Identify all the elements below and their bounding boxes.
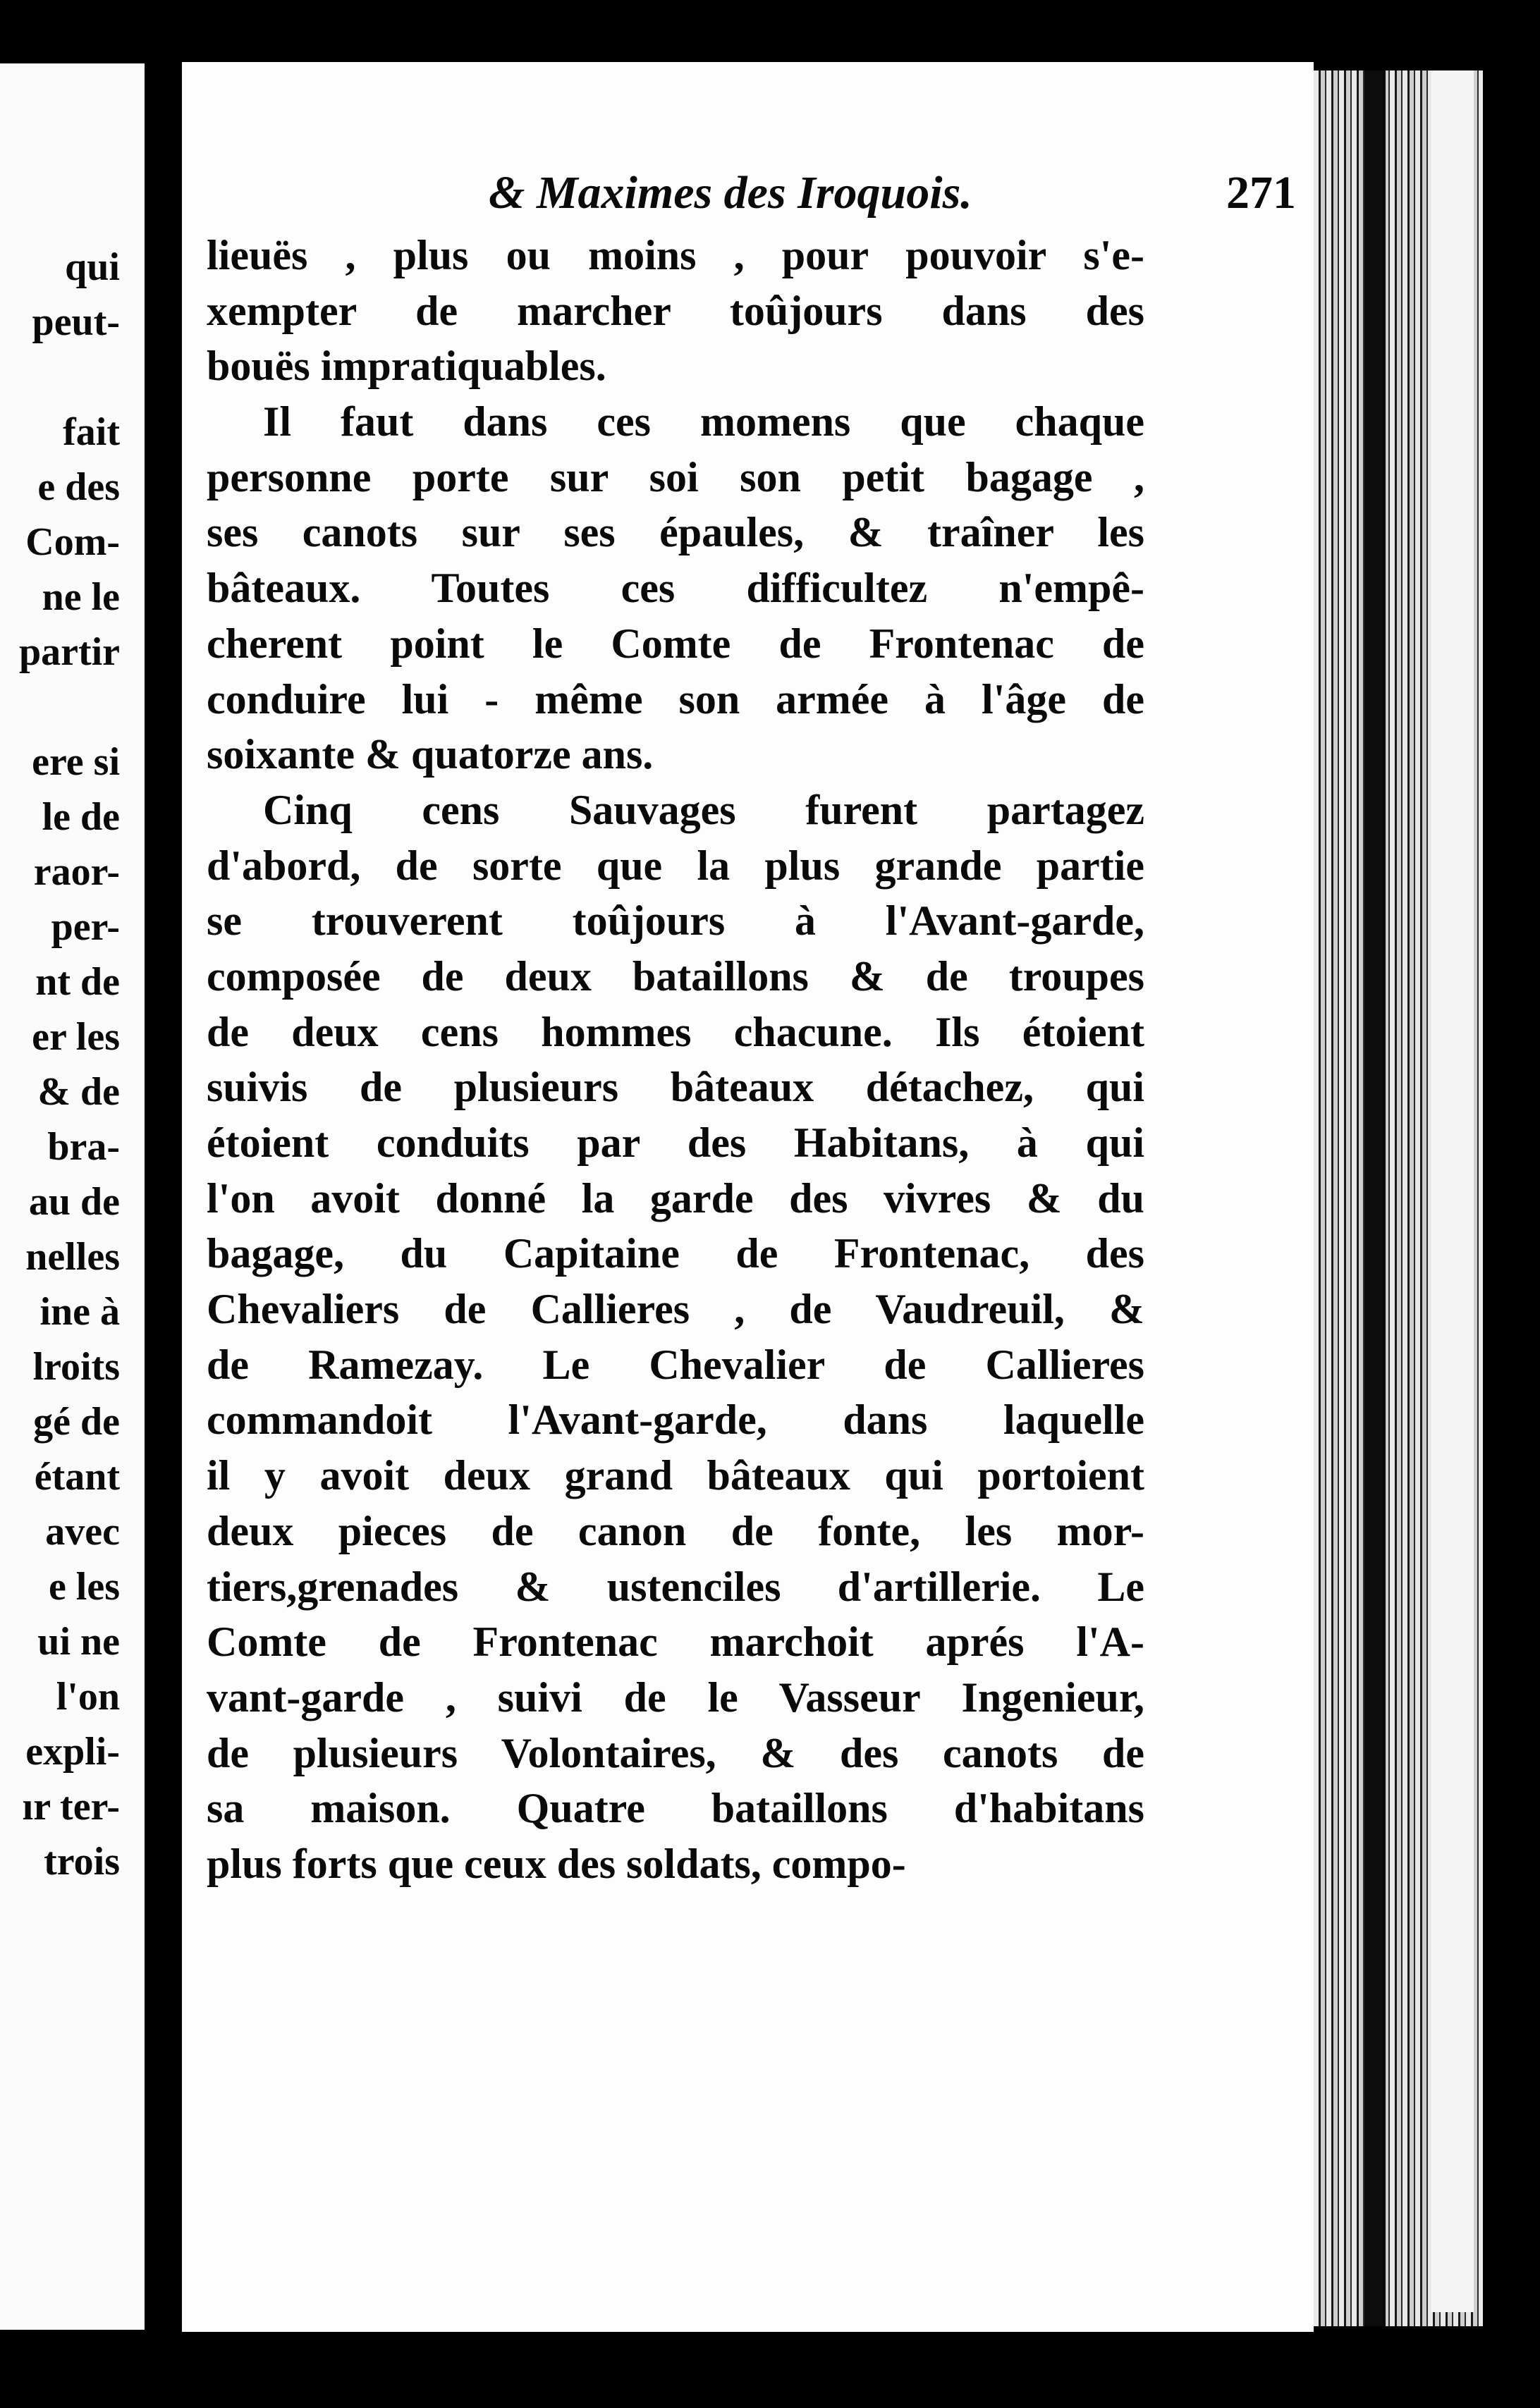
page-number: 271 (1226, 167, 1296, 219)
text-line: sa maison. Quatre bataillons d'habitans (207, 1785, 1144, 1832)
text-line: commandoit l'Avant-garde, dans laquelle (207, 1396, 1144, 1444)
text-line: Chevaliers de Callieres , de Vaudreuil, & (207, 1286, 1144, 1333)
left-page-line: ır ter- (22, 1785, 120, 1829)
left-page-line: avec (45, 1510, 120, 1554)
text-line: de plusieurs Volontaires, & des canots de (207, 1729, 1144, 1776)
text-line: conduire lui - même son armée à l'âge de (207, 675, 1144, 723)
left-page-line: & de (37, 1070, 120, 1114)
text-line: Comte de Frontenac marchoit aprés l'A- (207, 1618, 1144, 1666)
text-line: cherent point le Comte de Frontenac de (207, 620, 1144, 667)
text-line: il y avoit deux grand bâteaux qui portoient (207, 1452, 1144, 1499)
left-page-line: nelles (25, 1235, 120, 1279)
left-page-line: bra- (47, 1125, 120, 1169)
left-page-line: peut- (32, 300, 120, 344)
left-page-line: Com- (25, 520, 120, 564)
text-line: vant-garde , suivi de le Vasseur Ingenieur, (207, 1673, 1144, 1721)
text-line: se trouverent toûjours à l'Avant-garde, (207, 897, 1144, 945)
left-page-line: expli- (25, 1730, 120, 1774)
text-line: bâteaux. Toutes ces difficultez n'empê- (207, 565, 1144, 612)
left-page-line (0, 680, 120, 735)
left-page-line: trois (44, 1840, 120, 1884)
running-head (334, 166, 1310, 230)
left-page-line: er les (32, 1015, 120, 1059)
text-line: Il faut dans ces momens que chaque (263, 398, 1144, 446)
left-page-line: per- (51, 905, 120, 949)
left-page-line: ne le (42, 575, 120, 619)
page-edge-highlight (1431, 70, 1474, 2312)
text-line: suivis de plusieurs bâteaux détachez, qui (207, 1064, 1144, 1111)
text-line: xempter de marcher toûjours dans des (207, 287, 1144, 334)
left-page-line: qui (65, 245, 120, 289)
text-line: l'on avoit donné la garde des vivres & du (207, 1174, 1144, 1222)
text-line: lieuës , plus ou moins , pour pouvoir s'e- (207, 232, 1144, 278)
left-page-line: l'on (56, 1675, 120, 1719)
text-line: d'abord, de sorte que la plus grande partie (207, 842, 1144, 889)
left-page-line: gé de (33, 1400, 120, 1444)
text-line: Cinq cens Sauvages furent partagez (263, 786, 1144, 833)
text-line: soixante & quatorze ans. (207, 731, 654, 778)
text-line: étoient conduits par des Habitans, à qui (207, 1119, 1144, 1166)
left-page-line: étant (34, 1455, 120, 1499)
left-page-line (0, 350, 120, 405)
left-page-line: e des (37, 465, 120, 509)
text-line: ses canots sur ses épaules, & traîner les (207, 509, 1144, 556)
left-page-fragment (0, 63, 145, 2330)
binding-shadow (1364, 70, 1386, 2326)
left-page-line: ui ne (37, 1620, 120, 1664)
text-line: plus forts que ceux des soldats, compo- (207, 1840, 906, 1887)
left-page-line: au de (28, 1180, 120, 1224)
left-page-line: ine à (39, 1290, 120, 1334)
text-line: bouës impratiquables. (207, 343, 606, 390)
text-line: de deux cens hommes chacune. Ils étoient (207, 1008, 1144, 1055)
body-text (207, 228, 1144, 1892)
left-page-line: e les (48, 1565, 120, 1609)
left-page-line: nt de (35, 960, 120, 1004)
text-line: composée de deux bataillons & de troupes (207, 952, 1144, 1000)
main-page (182, 62, 1314, 2332)
text-line: deux pieces de canon de fonte, les mor- (207, 1507, 1144, 1554)
left-page-line: lroits (32, 1345, 120, 1389)
text-line: de Ramezay. Le Chevalier de Callieres (207, 1341, 1144, 1388)
left-page-line: le de (42, 795, 120, 839)
text-line: bagage, du Capitaine de Frontenac, des (207, 1230, 1144, 1277)
text-line: personne porte sur soi son petit bagage , (207, 453, 1144, 500)
left-page-text (0, 240, 120, 1889)
left-page-line: ere si (32, 740, 120, 784)
left-page-line: partir (18, 630, 120, 674)
left-page-line: raor- (33, 850, 120, 894)
left-page-line: fait (63, 410, 120, 454)
running-head-title: & Maximes des Iroquois. (489, 167, 972, 219)
text-line: tiers,grenades & ustenciles d'artillerie. Le (207, 1563, 1144, 1610)
